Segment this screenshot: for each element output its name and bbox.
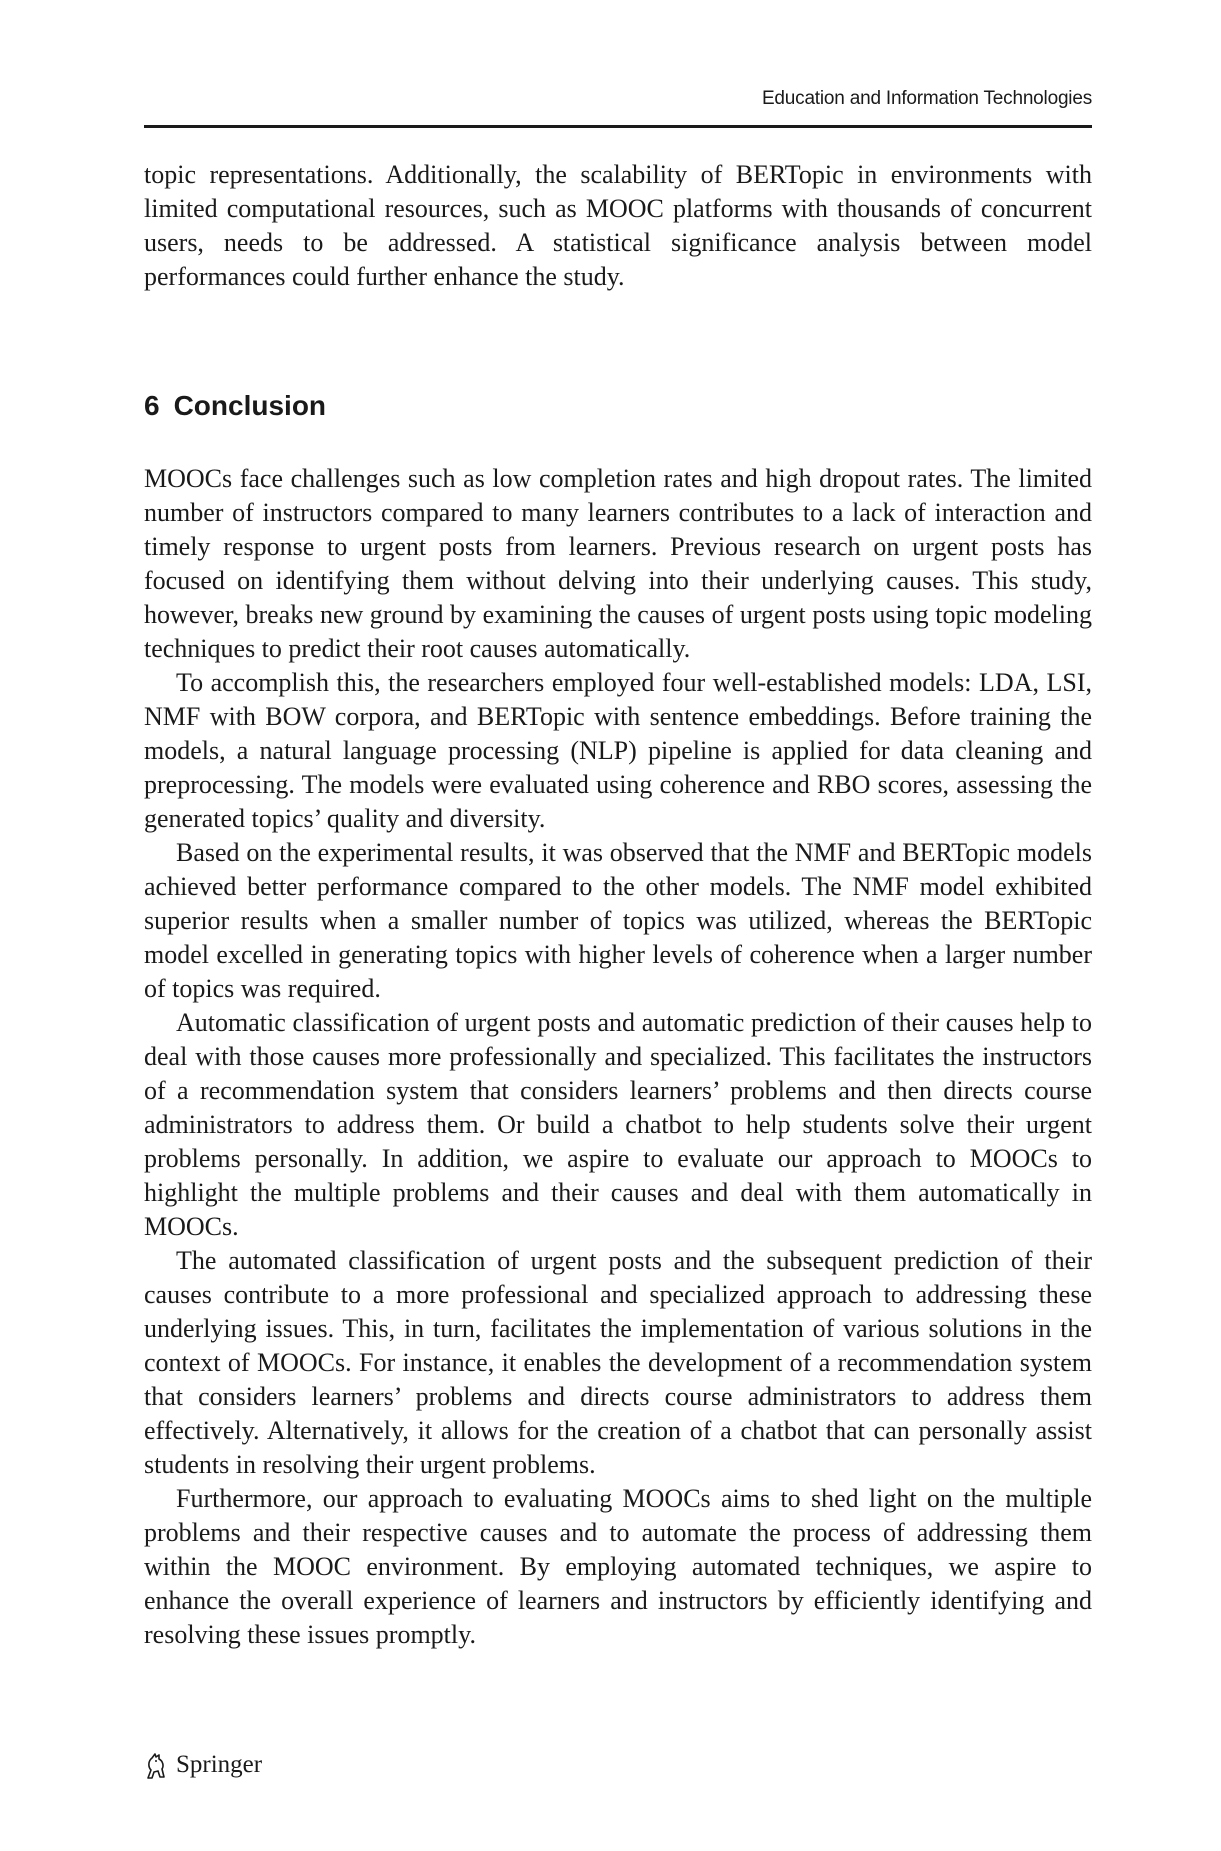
section-title: Conclusion (173, 390, 327, 421)
conclusion-body (144, 462, 1092, 1652)
running-head: Education and Information Technologies (761, 88, 1092, 109)
paragraph: MOOCs face challenges such as low completion rates and high dropout rates. The limited number of instructors compared to many learners contributes to a lack of interaction and timely response to urgent posts from learners. Previous research on urgent posts has focused on identifying them without delving into their underlying causes. This study, however, breaks new ground by examining the causes of urgent posts using topic modeling techniques to predict their root causes automatically. (144, 464, 1092, 663)
springer-horse-icon (144, 1750, 168, 1780)
intro-text (144, 158, 1092, 294)
paragraph: Based on the experimental results, it was observed that the NMF and BERTopic models achieved better performance compared to the other models. The NMF model exhibited superior results when a smaller number of topics was utilized, whereas the BERTopic model excelled in generating topics with higher levels of coherence when a larger number of topics was required. (144, 838, 1092, 1003)
header-rule (144, 125, 1092, 128)
publisher-name: Springer (176, 1751, 263, 1778)
paragraph: Furthermore, our approach to evaluating MOOCs aims to shed light on the multiple problems and their respective causes and to automate the process of addressing them within the MOOC environment. By employing automated techniques, we aspire to enhance the overall experience of learners and instructors by efficiently identifying and resolving these issues promptly. (144, 1484, 1092, 1649)
paragraph: To accomplish this, the researchers employed four well-established models: LDA, LSI, NMF with BOW corpora, and BERTopic with sentence embeddings. Before training the models, a natural language processing (NLP) pipeline is applied for data cleaning and preprocessing. The models were evaluated using coherence and RBO scores, assessing the generated topics’ quality and diversity. (144, 668, 1092, 833)
paragraph: The automated classification of urgent posts and the subsequent prediction of their causes contribute to a more professional and specialized approach to addressing these underlying issues. This, in turn, facilitates the implementation of various solutions in the context of MOOCs. For instance, it enables the development of a recommendation system that considers learners’ problems and directs course administrators to address them effectively. Alternatively, it allows for the creation of a chatbot that can personally assist students in resolving their urgent problems. (144, 1246, 1092, 1479)
paragraph: Automatic classification of urgent posts and automatic prediction of their causes help to deal with those causes more professionally and specialized. This facilitates the instructors of a recommendation system that considers learners’ problems and then directs course administrators to address them. Or build a chatbot to help students solve their urgent problems personally. In addition, we aspire to evaluate our approach to MOOCs to highlight the multiple problems and their causes and deal with them automatically in MOOCs. (144, 1008, 1092, 1241)
section-number: 6 (144, 390, 160, 421)
footer (144, 1750, 262, 1780)
intro-paragraph: topic representations. Additionally, the scalability of BERTopic in environments with limited computational resources, such as MOOC platforms with thousands of concurrent users, needs to be addressed. A statistical significance analysis between model performances could further enhance the study. (144, 160, 1092, 291)
section-heading (144, 390, 326, 422)
